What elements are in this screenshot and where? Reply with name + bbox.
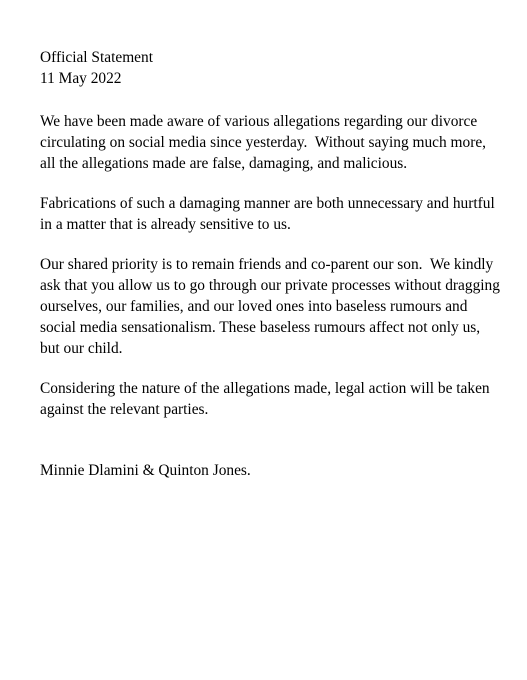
paragraph-line: social media sensationalism. These baseless rumours affect not only us,: [40, 319, 481, 336]
paragraph-line: Considering the nature of the allegations made, legal action will be taken: [40, 380, 490, 397]
paragraph-line: ask that you allow us to go through our private processes without dragging: [40, 277, 500, 294]
paragraph-line: Fabrications of such a damaging manner are both unnecessary and hurtful: [40, 195, 495, 212]
paragraph-line: in a matter that is already sensitive to us.: [40, 216, 291, 233]
paragraph-line: circulating on social media since yesterday. Without saying much more,: [40, 134, 487, 151]
paragraph-line: Our shared priority is to remain friends and co-parent our son. We kindly: [40, 256, 494, 273]
paragraph-line: all the allegations made are false, damaging, and malicious.: [40, 155, 408, 172]
paragraph-line: but our child.: [40, 340, 123, 357]
statement-signature: Minnie Dlamini & Quinton Jones.: [40, 462, 251, 479]
statement-body: [40, 47, 500, 481]
paragraph-allegations: [40, 111, 500, 174]
statement-date: 11 May 2022: [40, 70, 122, 87]
paragraph-line: against the relevant parties.: [40, 401, 209, 418]
paragraph-line: ourselves, our families, and our loved ones into baseless rumours and: [40, 298, 468, 315]
paragraph-fabrications: [40, 193, 500, 235]
paragraph-priority: [40, 254, 500, 359]
statement-title: Official Statement: [40, 49, 153, 66]
paragraph-legal-action: [40, 378, 500, 420]
paragraph-line: We have been made aware of various allegations regarding our divorce: [40, 113, 478, 130]
